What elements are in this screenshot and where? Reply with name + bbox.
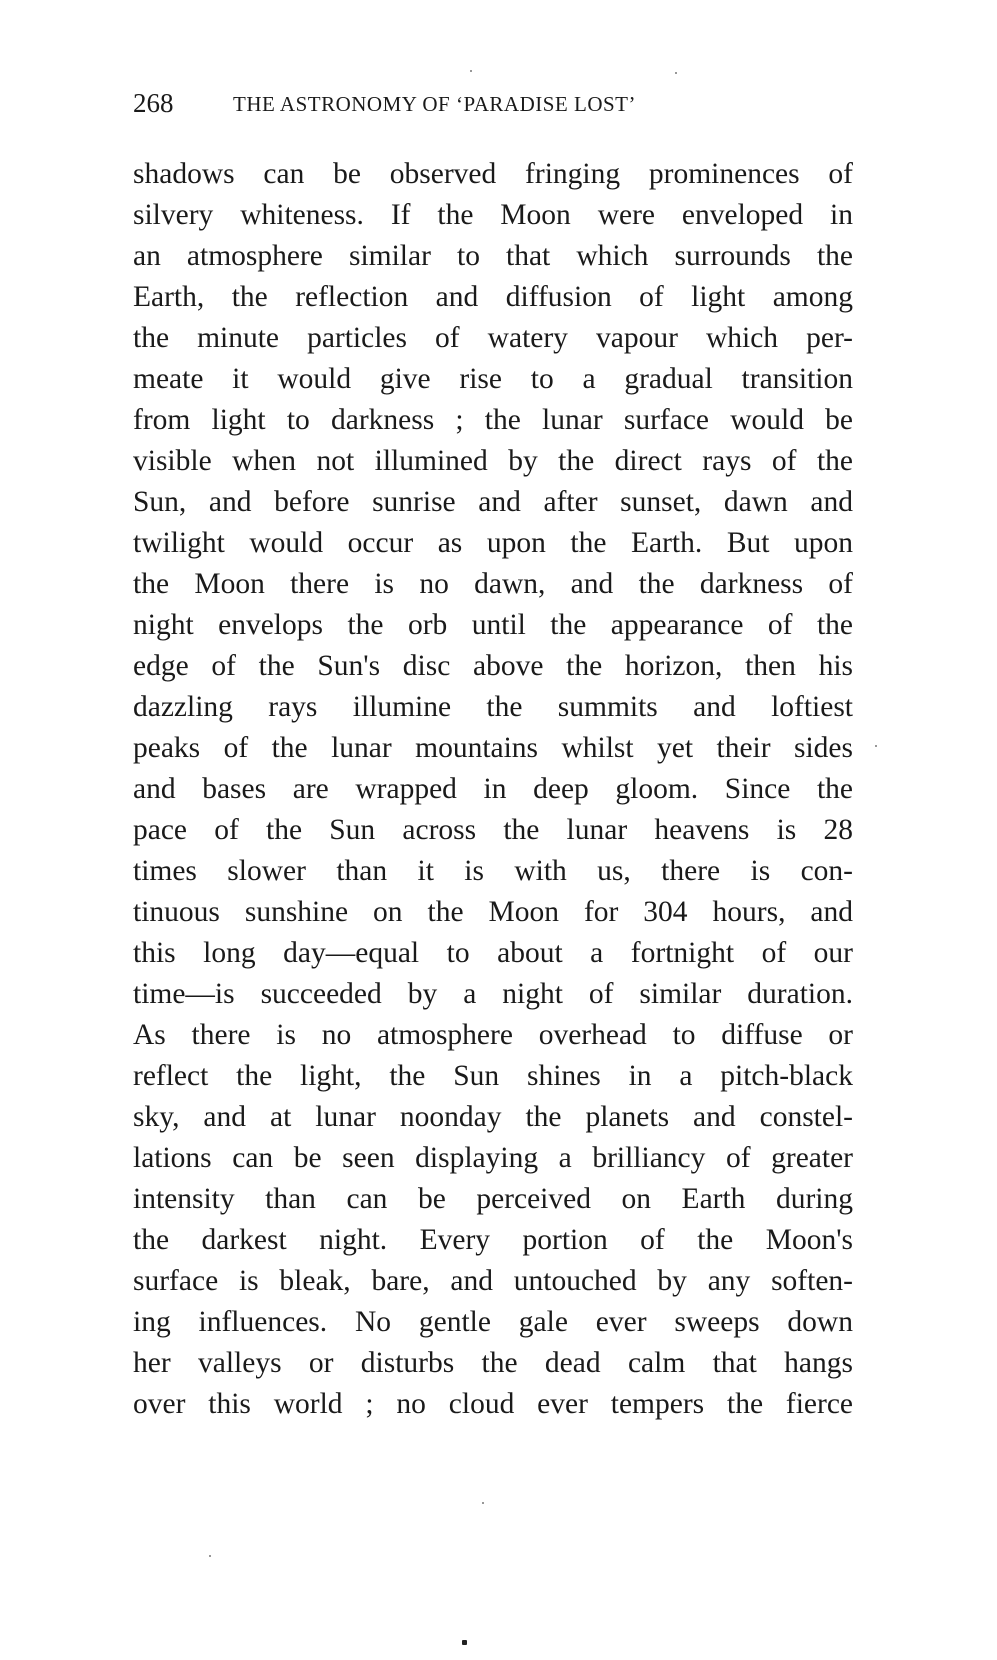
- scan-speck: [675, 72, 677, 74]
- text-line: pace of the Sun across the lunar heavens is 28: [133, 814, 853, 846]
- text-line: the minute particles of watery vapour which per-: [133, 322, 853, 354]
- scan-speck: [209, 1555, 211, 1557]
- scan-speck: [462, 1640, 467, 1645]
- body-text: [133, 154, 853, 1425]
- running-title: THE ASTRONOMY OF ‘PARADISE LOST’: [233, 92, 636, 116]
- text-line: ing influences. No gentle gale ever sweeps down: [133, 1306, 853, 1338]
- text-line: time—is succeeded by a night of similar duration.: [133, 978, 853, 1010]
- text-line: night envelops the orb until the appearance of the: [133, 609, 853, 641]
- text-line: edge of the Sun's disc above the horizon, then his: [133, 650, 853, 682]
- text-line: and bases are wrapped in deep gloom. Since the: [133, 773, 853, 805]
- text-line: this long day—equal to about a fortnight of our: [133, 937, 853, 969]
- text-line: sky, and at lunar noonday the planets and constel-: [133, 1101, 853, 1133]
- text-line: As there is no atmosphere overhead to diffuse or: [133, 1019, 853, 1051]
- text-line: shadows can be observed fringing prominences of: [133, 158, 853, 190]
- scan-speck: [482, 1502, 484, 1504]
- text-line: over this world ; no cloud ever tempers the fierce: [133, 1388, 853, 1420]
- text-line: Sun, and before sunrise and after sunset, dawn and: [133, 486, 853, 518]
- text-line: tinuous sunshine on the Moon for 304 hours, and: [133, 896, 853, 928]
- text-line: her valleys or disturbs the dead calm that hangs: [133, 1347, 853, 1379]
- text-line: peaks of the lunar mountains whilst yet their sides: [133, 732, 853, 764]
- text-line: silvery whiteness. If the Moon were enveloped in: [133, 199, 853, 231]
- text-line: twilight would occur as upon the Earth. But upon: [133, 527, 853, 559]
- text-line: intensity than can be perceived on Earth during: [133, 1183, 853, 1215]
- text-line: dazzling rays illumine the summits and loftiest: [133, 691, 853, 723]
- scan-speck: [470, 70, 472, 72]
- text-line: reflect the light, the Sun shines in a pitch-black: [133, 1060, 853, 1092]
- text-line: the Moon there is no dawn, and the darkness of: [133, 568, 853, 600]
- running-header: [133, 88, 853, 122]
- text-line: an atmosphere similar to that which surrounds the: [133, 240, 853, 272]
- text-line: lations can be seen displaying a brilliancy of greater: [133, 1142, 853, 1174]
- text-line: the darkest night. Every portion of the Moon's: [133, 1224, 853, 1256]
- page-number: 268: [133, 88, 174, 118]
- text-line: surface is bleak, bare, and untouched by any soften-: [133, 1265, 853, 1297]
- scan-speck: [875, 745, 877, 747]
- text-line: visible when not illumined by the direct rays of the: [133, 445, 853, 477]
- text-line: from light to darkness ; the lunar surface would be: [133, 404, 853, 436]
- text-line: times slower than it is with us, there is con-: [133, 855, 853, 887]
- text-line: meate it would give rise to a gradual transition: [133, 363, 853, 395]
- text-line: Earth, the reflection and diffusion of light among: [133, 281, 853, 313]
